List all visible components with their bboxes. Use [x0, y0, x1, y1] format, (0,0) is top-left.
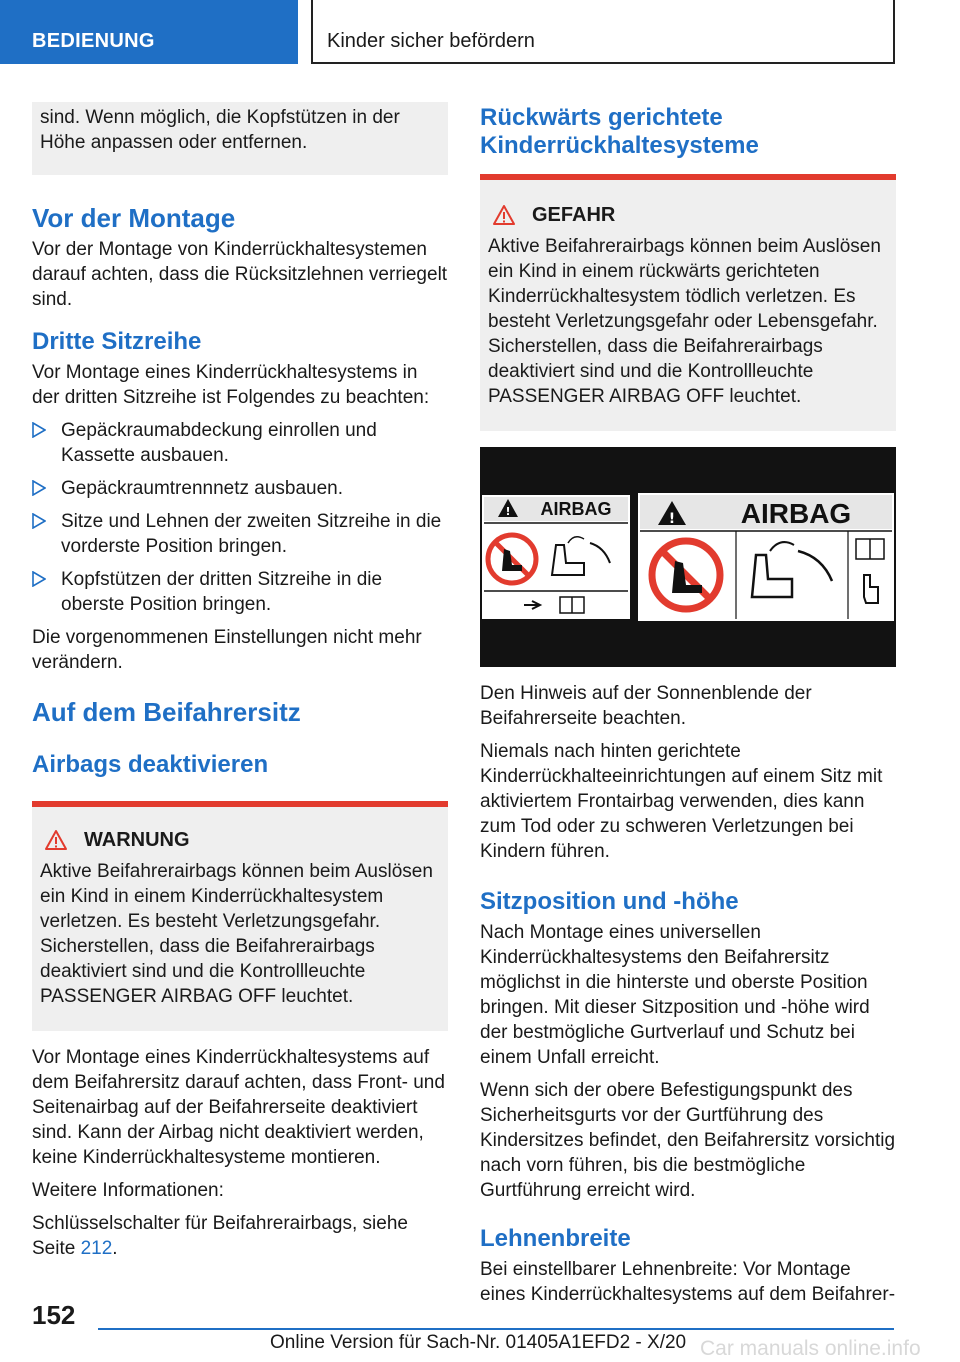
- list-item-text: Gepäckraumtrennnetz ausbauen.: [61, 478, 344, 499]
- danger-title: [488, 202, 888, 228]
- paragraph-vor-der-montage: Vor der Montage von Kinderrückhaltesystemen darauf achten, dass die Rücksitzlehnen verriegelt sind.: [32, 239, 448, 310]
- list-item: [32, 567, 448, 617]
- page-reference-suffix: .: [112, 1238, 118, 1259]
- paragraph-weitere-informationen: Weitere Informationen:: [32, 1180, 224, 1201]
- heading-vor-der-montage: Vor der Montage: [32, 203, 236, 233]
- bullet-triangle-icon: [32, 571, 46, 587]
- list-item-text: Gepäckraumabdeckung einrollen und Kassette ausbauen.: [61, 420, 377, 466]
- danger-text: Aktive Beifahrerairbags können beim Auslösen ein Kind in einem rückwärts gerichteten Kinderrückhaltesystem tödlich verletzen. Es besteht Verletzungsgefahr oder Lebensgefahr. Sicherstellen, dass die Beifahrerairbags deaktiviert sind und die Kontrollleuchte PASSENGER AIRBAG OFF leuchtet.: [488, 236, 881, 407]
- online-version-text: Online Version für Sach-Nr. 01405A1EFD2 - X/20: [270, 1332, 687, 1353]
- bullet-triangle-icon: [32, 422, 46, 438]
- airbag-label-small: [482, 495, 630, 619]
- heading-lehnenbreite: Lehnenbreite: [480, 1225, 631, 1252]
- left-column: [32, 102, 448, 1269]
- section-tab: [0, 0, 298, 64]
- continued-note-text: sind. Wenn möglich, die Kopfstützen in der Höhe anpassen oder entfernen.: [40, 107, 400, 153]
- danger-title-text: GEFAHR: [532, 204, 616, 226]
- list-item: [32, 418, 448, 468]
- bullet-triangle-icon: [32, 513, 46, 529]
- heading-auf-dem-beifahrersitz: Auf dem Beifahrersitz: [32, 697, 301, 727]
- list-item-text: Sitze und Lehnen der zweiten Sitzreihe in die vorderste Position bringen.: [61, 511, 442, 557]
- heading-dritte-sitzreihe: Dritte Sitzreihe: [32, 328, 202, 355]
- page-number: 152: [32, 1300, 76, 1330]
- warning-box: [32, 801, 448, 1031]
- paragraph-sitzposition: Nach Montage eines universellen Kinderrückhaltesystems den Beifahrersitz möglichst in die hinterste und oberste Position bringen. Mit dieser Sitzposition und -höhe wird der bestmögliche Gurtverlauf und Schutz bei einem Unfall erreicht.: [480, 922, 870, 1068]
- chapter-tab: [311, 0, 895, 64]
- bullet-triangle-icon: [32, 480, 46, 496]
- paragraph-montage-beifahrersitz: Vor Montage eines Kinderrückhaltesystems auf dem Beifahrersitz darauf achten, dass Front- und Seitenairbag auf der Beifahrerseite deaktiviert sind. Kann der Airbag nicht deaktiviert werden, keine Kinderrückhaltesysteme montieren.: [32, 1047, 445, 1168]
- airbag-label-illustration: [480, 447, 896, 667]
- paragraph-lehnenbreite: Bei einstellbarer Lehnenbreite: Vor Montage eines Kinderrückhaltesystems auf dem Beifahrer-: [480, 1259, 896, 1305]
- warning-triangle-icon: [44, 829, 68, 851]
- svg-text:!: !: [505, 505, 511, 518]
- list-item-text: Kopfstützen der dritten Sitzreihe in die oberste Position bringen.: [61, 569, 383, 615]
- right-column: [480, 102, 896, 1315]
- paragraph-nicht-mehr: Die vorgenommenen Einstellungen nicht mehr verändern.: [32, 627, 422, 673]
- warning-triangle-icon: [492, 204, 516, 226]
- heading-rueckwaerts: Rückwärts gerichtete Kinderrückhaltesysteme: [480, 104, 759, 159]
- list-item: [32, 476, 448, 501]
- schluesselschalter-text: Schlüsselschalter für Beifahrerairbags, siehe Seite: [32, 1213, 408, 1259]
- watermark-text: Car manuals online.info: [700, 1337, 921, 1360]
- page-reference-link[interactable]: 212: [80, 1238, 113, 1259]
- airbag-label-large-text: AIRBAG: [740, 498, 852, 529]
- heading-sitzposition: Sitzposition und -höhe: [480, 888, 739, 915]
- svg-text:!: !: [668, 511, 676, 527]
- paragraph-niemals: Niemals nach hinten gerichtete Kinderrückhalteeinrichtungen auf einem Sitz mit aktiviertem Frontairbag verwenden, dies kann zum Tod oder zu schweren Verletzungen bei Kindern führen.: [480, 741, 883, 862]
- warning-title-text: WARNUNG: [84, 829, 190, 851]
- paragraph-schluesselschalter: [32, 1211, 448, 1261]
- airbag-label-small-text: AIRBAG: [540, 499, 612, 519]
- continued-note-box: [32, 102, 448, 175]
- paragraph-hinweis-sonnenblende: Den Hinweis auf der Sonnenblende der Beifahrerseite beachten.: [480, 683, 812, 729]
- chapter-label: Kinder sicher befördern: [327, 30, 535, 52]
- warning-title: [40, 827, 440, 853]
- warning-text: Aktive Beifahrerairbags können beim Auslösen ein Kind in einem Kinderrückhaltesystem verletzen. Es besteht Verletzungsgefahr. Sicherstellen, dass die Beifahrerairbags deaktiviert sind und die Kontrollleuchte PASSENGER AIRBAG OFF leuchtet.: [40, 861, 433, 1007]
- paragraph-befestigungspunkt: Wenn sich der obere Befestigungspunkt des Sicherheitsgurts vor der Gurtführung des Kindersitzes befindet, den Beifahrersitz vorsichtig nach vorn führen, bis die bestmögliche Gurtführung erreicht wird.: [480, 1080, 896, 1201]
- paragraph-dritte-sitzreihe: Vor Montage eines Kinderrückhaltesystems in der dritten Sitzreihe ist Folgendes zu beachten:: [32, 362, 430, 408]
- list-item: [32, 509, 448, 559]
- section-label: BEDIENUNG: [32, 30, 155, 52]
- danger-box: [480, 174, 896, 431]
- airbag-label-large: [638, 493, 894, 621]
- footer-divider: [98, 1328, 894, 1330]
- airbag-label-image: [480, 447, 896, 667]
- heading-airbags-deaktivieren: Airbags deaktivieren: [32, 751, 269, 778]
